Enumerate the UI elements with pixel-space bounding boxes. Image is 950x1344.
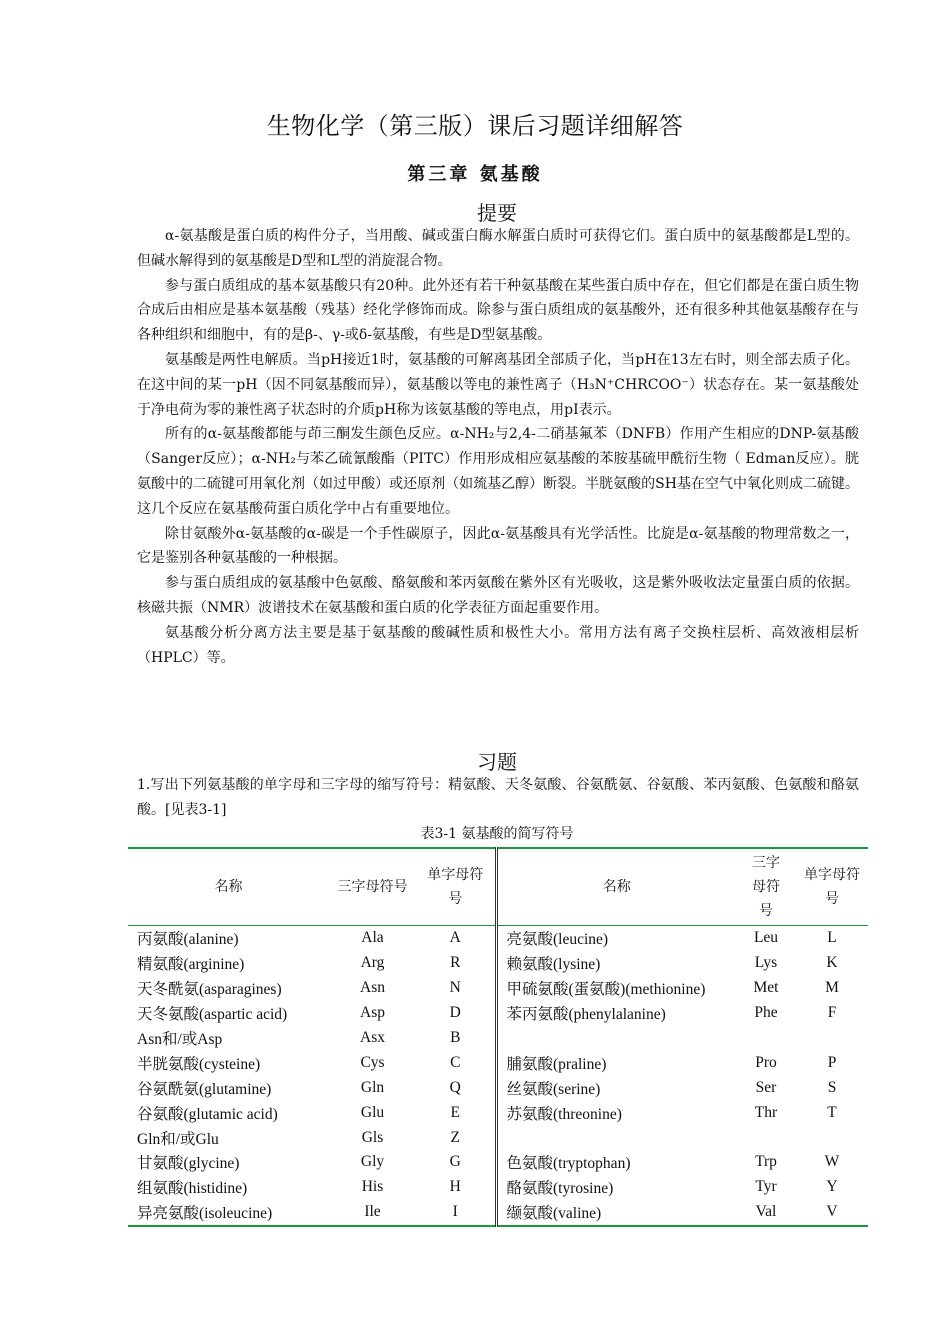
right-one-letter: V	[826, 1203, 838, 1221]
right-one-letter: F	[827, 1004, 837, 1022]
left-one-letter: C	[450, 1053, 461, 1071]
summary-paragraph: 所有的α-氨基酸都能与茚三酮发生颜色反应。α-NH₂与2,4-二硝基氟苯（DNFB）作用产生相应的DNP-氨基酸（Sanger反应）；α-NH₂与苯乙硫氰酸酯（PITC）作用形成相应氨基酸的苯胺基硫甲酰衍生物（ Edman反应）。胱氨酸中的二硫键可用氧化剂（如过甲酸）或还原剂（如巯基乙醇）断裂。半胱氨酸的SH基在空气中氧化则成二硫键。这几个反应在氨基酸荷蛋白质化学中占有重要地位。	[137, 426, 859, 517]
left-three-letter: Gly	[360, 1153, 385, 1171]
exercises-heading: 习题	[477, 750, 517, 774]
left-three-letter: Asp	[360, 1004, 385, 1022]
table-row	[128, 1200, 868, 1226]
header-one-letter-text: 单字母符号	[427, 867, 484, 907]
table-row	[128, 1175, 868, 1200]
right-three-letter: Lys	[754, 954, 778, 972]
left-one-letter: G	[449, 1153, 461, 1171]
right-three-letter: Phe	[754, 1004, 778, 1022]
left-one-letter: A	[449, 929, 461, 947]
right-name: 脯氨酸(praline)	[496, 1050, 736, 1075]
amino-acid-table	[128, 847, 868, 1227]
left-name: 谷氨酸(glutamic acid)	[137, 1105, 278, 1123]
summary-paragraph: 参与蛋白质组成的氨基酸中色氨酸、酪氨酸和苯丙氨酸在紫外区有光吸收，这是紫外吸收法定量蛋白质的依据。核磁共振（NMR）波谱技术在氨基酸和蛋白质的化学表征方面起重要作用。	[137, 575, 859, 616]
header-three-letter-text: 三字母符号	[337, 879, 408, 895]
table-caption: 表3-1 氨基酸的简写符号	[420, 826, 574, 842]
left-three-letter: Arg	[360, 954, 385, 972]
left-name: Asn和/或Asp	[137, 1031, 223, 1048]
left-one-letter: E	[450, 1103, 460, 1121]
right-name: 酪氨酸(tyrosine)	[496, 1175, 736, 1200]
table-row	[128, 1001, 868, 1026]
header-name: 名称	[214, 879, 243, 895]
left-one-letter: Q	[449, 1078, 461, 1096]
header-three-letter-right	[736, 848, 796, 926]
right-name: 缬氨酸(valine)	[496, 1200, 736, 1226]
left-three-letter: Asn	[360, 979, 385, 997]
left-three-letter: His	[361, 1178, 384, 1196]
right-name: 甲硫氨酸(蛋氨酸)(methionine)	[496, 976, 736, 1001]
table-row	[128, 1075, 868, 1100]
header-one-letter-right-text: 单字母符号	[804, 867, 860, 907]
right-one-letter: K	[826, 954, 838, 972]
right-one-letter: L	[827, 929, 837, 947]
exercise-body	[137, 773, 859, 823]
left-name: 谷氨酰氨(glutamine)	[137, 1080, 272, 1098]
right-three-letter: Trp	[755, 1153, 777, 1171]
table-row	[128, 926, 868, 951]
left-name: 天冬酰氨(asparagines)	[137, 981, 282, 999]
right-three-letter: Tyr	[755, 1178, 777, 1196]
chapter-title: 第三章 氨基酸	[407, 164, 543, 185]
summary-body	[137, 224, 859, 670]
table-row	[128, 1150, 868, 1175]
summary-paragraph: α-氨基酸是蛋白质的构件分子，当用酸、碱或蛋白酶水解蛋白质时可获得它们。蛋白质中的氨基酸都是L型的。但碱水解得到的氨基酸是D型和L型的消旋混合物。	[137, 228, 859, 269]
left-name: 半胱氨酸(cysteine)	[137, 1055, 261, 1073]
table-row	[128, 951, 868, 976]
right-three-letter: Pro	[755, 1053, 777, 1071]
right-one-letter: S	[827, 1078, 837, 1096]
table-row	[128, 1100, 868, 1125]
left-one-letter: I	[452, 1203, 458, 1221]
left-three-letter: Glu	[360, 1103, 385, 1121]
right-three-letter	[736, 1125, 796, 1150]
right-three-letter: Leu	[753, 929, 779, 947]
right-name: 苏氨酸(threonine)	[496, 1100, 736, 1125]
table-row	[128, 1125, 868, 1150]
right-one-letter	[796, 1026, 868, 1051]
left-name: 异亮氨酸(isoleucine)	[137, 1205, 273, 1223]
right-name: 丝氨酸(serine)	[496, 1075, 736, 1100]
right-three-letter: Thr	[754, 1103, 778, 1121]
header-three-letter-right-text: 三字母符号	[752, 855, 780, 919]
table-row	[128, 1026, 868, 1051]
right-one-letter: T	[827, 1103, 837, 1121]
right-three-letter: Val	[755, 1203, 777, 1221]
left-one-letter: H	[449, 1178, 461, 1196]
right-name: 赖氨酸(lysine)	[496, 951, 736, 976]
document-title: 生物化学（第三版）课后习题详细解答	[266, 112, 684, 140]
right-one-letter: M	[825, 979, 839, 997]
question-1: 1.写出下列氨基酸的单字母和三字母的缩写符号：精氨酸、天冬氨酸、谷氨酰氨、谷氨酸、苯丙氨酸、色氨酸和酪氨酸。[见表3-1]	[137, 777, 859, 818]
table-header-row	[128, 848, 868, 926]
right-name	[496, 1026, 736, 1051]
left-one-letter: B	[450, 1029, 461, 1046]
right-one-letter: Y	[826, 1178, 838, 1196]
left-one-letter: R	[450, 954, 461, 972]
left-three-letter: Ala	[361, 929, 384, 947]
summary-paragraph: 氨基酸是两性电解质。当pH接近1时，氨基酸的可解离基团全部质子化，当pH在13左右时，则全部去质子化。在这中间的某一pH（因不同氨基酸而异），氨基酸以等电的兼性离子（H₃N⁺CHRCOO⁻）状态存在。某一氨基酸处于净电荷为零的兼性离子状态时的介质pH称为该氨基酸的等电点，用pI表示。	[137, 351, 859, 418]
right-name: 亮氨酸(leucine)	[496, 926, 736, 951]
right-three-letter: Met	[753, 979, 779, 997]
right-one-letter: W	[824, 1153, 840, 1171]
left-name: 丙氨酸(alanine)	[137, 931, 239, 949]
left-three-letter: Asx	[360, 1029, 385, 1046]
table-row	[128, 1050, 868, 1075]
left-name: 天冬氨酸(aspartic acid)	[137, 1006, 288, 1024]
summary-paragraph: 氨基酸分析分离方法主要是基于氨基酸的酸碱性质和极性大小。常用方法有离子交换柱层析、高效液相层析（HPLC）等。	[137, 624, 859, 666]
left-name: Gln和/或Glu	[137, 1130, 219, 1148]
right-one-letter: P	[827, 1053, 837, 1071]
left-one-letter: D	[449, 1004, 461, 1022]
right-one-letter	[796, 1125, 868, 1150]
left-three-letter: Cys	[360, 1053, 385, 1071]
left-name: 甘氨酸(glycine)	[137, 1155, 240, 1173]
left-one-letter: Z	[450, 1128, 460, 1146]
right-name	[496, 1125, 736, 1150]
right-name: 色氨酸(tryptophan)	[496, 1150, 736, 1175]
header-three-letter	[329, 848, 416, 926]
left-name: 精氨酸(arginine)	[137, 956, 245, 974]
left-three-letter: Gls	[361, 1128, 384, 1146]
right-three-letter: Ser	[755, 1078, 777, 1096]
left-three-letter: Gln	[360, 1078, 385, 1096]
header-one-letter-right	[796, 848, 868, 926]
left-three-letter: Ile	[364, 1203, 381, 1221]
right-name: 苯丙氨酸(phenylalanine)	[496, 1001, 736, 1026]
left-one-letter: N	[449, 979, 461, 997]
summary-paragraph: 除甘氨酸外α-氨基酸的α-碳是一个手性碳原子，因此α-氨基酸具有光学活性。比旋是α-氨基酸的物理常数之一，它是鉴别各种氨基酸的一种根据。	[137, 525, 859, 567]
header-one-letter	[416, 848, 496, 926]
summary-heading: 提要	[477, 201, 517, 225]
right-three-letter	[736, 1026, 796, 1051]
summary-paragraph: 参与蛋白质组成的基本氨基酸只有20种。此外还有若干种氨基酸在某些蛋白质中存在，但它们都是在蛋白质生物合成后由相应是基本氨基酸（残基）经化学修饰而成。除参与蛋白质组成的氨基酸外，还有很多种其他氨基酸存在与各种组织和细胞中，有的是β-、γ-或δ-氨基酸，有些是D型氨基酸。	[137, 277, 859, 344]
header-name-right: 名称	[496, 848, 736, 926]
table-row	[128, 976, 868, 1001]
left-name: 组氨酸(histidine)	[137, 1180, 248, 1198]
